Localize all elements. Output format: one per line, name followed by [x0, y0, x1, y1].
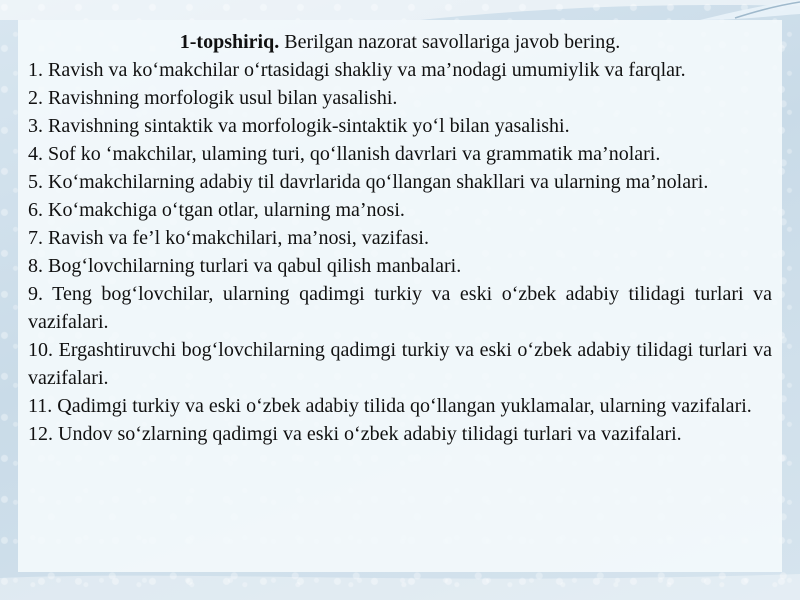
- question-item-5: 5. Ko‘makchilarning adabiy til davrlarida qo‘llangan shakllari va ularning ma’nolari.: [28, 171, 709, 193]
- task-label: 1-topshiriq.: [179, 31, 280, 53]
- question-list: [28, 56, 772, 448]
- question-item-4: 4. Sof ko ‘makchilar, ulaming turi, qo‘llanish davrlari va grammatik ma’nolari.: [28, 143, 661, 165]
- bottom-wave-shape: [0, 574, 800, 600]
- question-item-10: 10. Ergashtiruvchi bog‘lovchilarning qadimgi turkiy va eski o‘zbek adabiy tilidagi turlari va vazifalari.: [28, 339, 772, 389]
- question-item-3: 3. Ravishning sintaktik va morfologik-sintaktik yo‘l bilan yasalishi.: [28, 115, 570, 137]
- question-item-12: 12. Undov so‘zlarning qadimgi va eski o‘zbek adabiy tilidagi turlari va vazifalari.: [28, 423, 682, 445]
- task-text-panel: [18, 20, 782, 572]
- question-item-6: 6. Ko‘makchiga o‘tgan otlar, ularning ma’nosi.: [28, 199, 405, 221]
- question-item-9: 9. Teng bog‘lovchilar, ularning qadimgi turkiy va eski o‘zbek adabiy tilidagi turlari va vazifalari.: [28, 283, 772, 333]
- question-item-2: 2. Ravishning morfologik usul bilan yasalishi.: [28, 87, 398, 109]
- top-right-swoosh: [700, 0, 800, 20]
- top-wave-shape: [0, 0, 800, 20]
- question-item-11: 11. Qadimgi turkiy va eski o‘zbek adabiy tilida qo‘llangan yuklamalar, ularning vazifalari.: [28, 395, 752, 417]
- question-item-8: 8. Bog‘lovchilarning turlari va qabul qilish manbalari.: [28, 255, 462, 277]
- question-item-7: 7. Ravish va fe’l ko‘makchilari, ma’nosi, vazifasi.: [28, 227, 429, 249]
- question-item-1: 1. Ravish va ko‘makchilar o‘rtasidagi shakliy va ma’nodagi umumiylik va farqlar.: [28, 59, 686, 81]
- task-heading: [28, 28, 772, 56]
- task-instruction: Berilgan nazorat savollariga javob bering.: [284, 31, 621, 53]
- top-right-line: [735, 2, 800, 18]
